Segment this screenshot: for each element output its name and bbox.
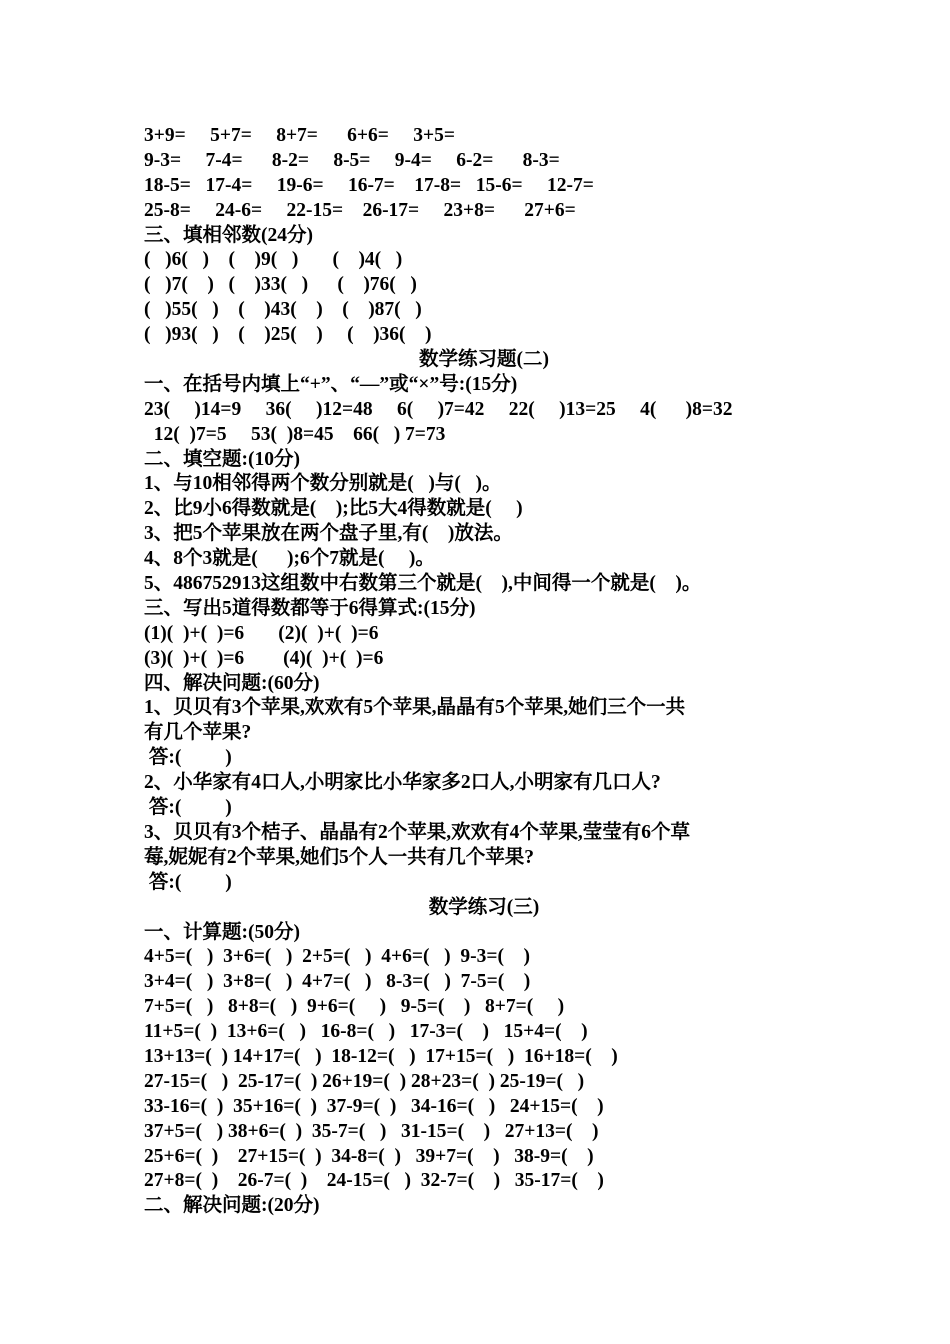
problem-1-line-2: 有几个苹果?: [144, 722, 252, 744]
calculation-row-7: 33-16=( ) 35+16=( ) 37-9=( ) 34-16=( ) 24+15=( ): [144, 1095, 604, 1117]
calc-row-1: 3+9= 5+7= 8+7= 6+6= 3+5=: [144, 125, 455, 146]
neighbor-row-4: ( )93( ) ( )25( ) ( )36( ): [144, 324, 432, 346]
problem-2: 2、小华家有4口人,小明家比小华家多2口人,小明家有几口人?: [144, 772, 661, 794]
section-heading-equations: 三、写出5道得数都等于6得算式:(15分): [144, 597, 476, 619]
section-heading-neighbors: 三、填相邻数(24分): [144, 224, 313, 246]
neighbor-row-3: ( )55( ) ( )43( ) ( )87( ): [144, 299, 422, 321]
answer-line-2: 答:( ): [144, 797, 232, 819]
calculation-row-4: 11+5=( ) 13+6=( ) 16-8=( ) 17-3=( ) 15+4=( ): [144, 1021, 588, 1043]
operator-row-1: 23( )14=9 36( )12=48 6( )7=42 22( )13=25 4( )8=32: [144, 398, 733, 420]
problem-3-line-2: 莓,妮妮有2个苹果,她们5个人一共有几个苹果?: [144, 846, 535, 868]
operator-row-2: 12( )7=5 53( )8=45 66( ) 7=73: [144, 423, 446, 445]
calculation-row-3: 7+5=( ) 8+8=( ) 9+6=( ) 9-5=( ) 8+7=( ): [144, 996, 565, 1018]
worksheet-title-3: 数学练习(三): [428, 896, 540, 918]
calculation-row-5: 13+13=( ) 14+17=( ) 18-12=( ) 17+15=( ) 16+18=( ): [144, 1045, 618, 1067]
section-heading-problems: 四、解决问题:(60分): [144, 672, 320, 694]
calc-row-2: 9-3= 7-4= 8-2= 8-5= 9-4= 6-2= 8-3=: [144, 149, 560, 171]
answer-line-3: 答:( ): [144, 871, 232, 893]
fill-blank-question-4: 4、8个3就是( );6个7就是( )。: [144, 548, 435, 570]
neighbor-row-2: ( )7( ) ( )33( ) ( )76( ): [144, 274, 417, 296]
section-heading-calculation: 一、计算题:(50分): [144, 921, 300, 943]
calculation-row-8: 37+5=( ) 38+6=( ) 35-7=( ) 31-15=( ) 27+13=( ): [144, 1120, 599, 1142]
equation-row-2: (3)( )+( )=6 (4)( )+( )=6: [144, 647, 384, 669]
fill-blank-question-1: 1、与10相邻得两个数分别就是( )与( )。: [144, 473, 502, 495]
neighbor-row-1: ( )6( ) ( )9( ) ( )4( ): [144, 249, 403, 271]
fill-blank-question-2: 2、比9小6得数就是( );比5大4得数就是( ): [144, 498, 523, 520]
section-heading-operators: 一、在括号内填上“+”、“—”或“×”号:(15分): [144, 373, 518, 395]
worksheet-page: [144, 124, 824, 1219]
calc-row-3: 18-5= 17-4= 19-6= 16-7= 17-8= 15-6= 12-7=: [144, 174, 594, 196]
problem-3-line-1: 3、贝贝有3个桔子、晶晶有2个苹果,欢欢有4个苹果,莹莹有6个草: [144, 821, 691, 843]
problem-1-line-1: 1、贝贝有3个苹果,欢欢有5个苹果,晶晶有5个苹果,她们三个一共: [144, 697, 686, 719]
calculation-row-9: 25+6=( ) 27+15=( ) 34-8=( ) 39+7=( ) 38-9=( ): [144, 1145, 594, 1167]
section-heading-fill-blank: 二、填空题:(10分): [144, 448, 300, 470]
section-heading-problems-2: 二、解决问题:(20分): [144, 1195, 320, 1217]
calculation-row-1: 4+5=( ) 3+6=( ) 2+5=( ) 4+6=( ) 9-3=( ): [144, 946, 530, 968]
calc-row-4: 25-8= 24-6= 22-15= 26-17= 23+8= 27+6=: [144, 199, 576, 221]
calculation-row-2: 3+4=( ) 3+8=( ) 4+7=( ) 8-3=( ) 7-5=( ): [144, 971, 531, 993]
worksheet-title-2: 数学练习题(二): [419, 349, 549, 371]
fill-blank-question-5: 5、486752913这组数中右数第三个就是( ),中间得一个就是( )。: [144, 573, 702, 595]
fill-blank-question-3: 3、把5个苹果放在两个盘子里,有( )放法。: [144, 523, 513, 545]
answer-line-1: 答:( ): [144, 747, 232, 769]
equation-row-1: (1)( )+( )=6 (2)( )+( )=6: [144, 622, 379, 644]
calculation-row-10: 27+8=( ) 26-7=( ) 24-15=( ) 32-7=( ) 35-17=( ): [144, 1170, 604, 1192]
calculation-row-6: 27-15=( ) 25-17=( ) 26+19=( ) 28+23=( ) 25-19=( ): [144, 1070, 585, 1092]
